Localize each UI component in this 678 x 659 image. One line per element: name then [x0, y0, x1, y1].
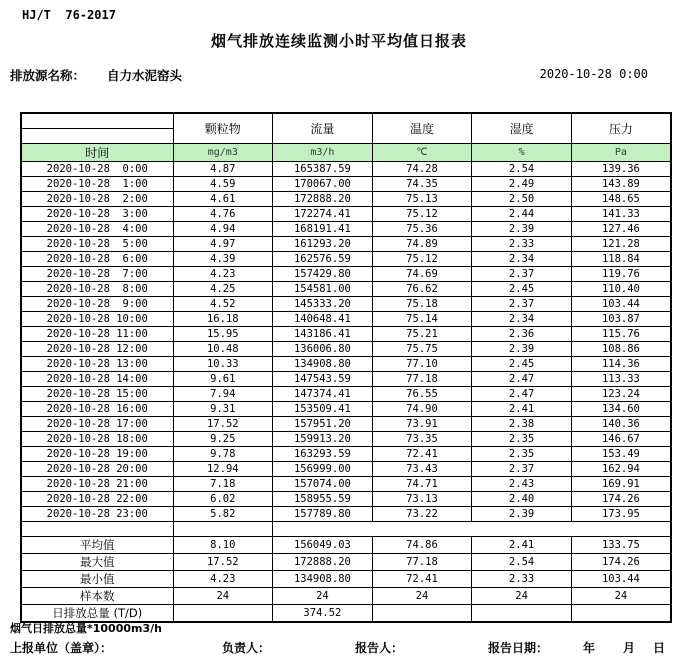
table-row — [21, 492, 671, 507]
cell-value: 12.94 — [173, 462, 273, 477]
table-row — [21, 432, 671, 447]
day-label: 日 — [653, 641, 666, 655]
cell-value: 75.12 — [372, 207, 472, 222]
unit-flow: m3/h — [273, 144, 373, 162]
unit-particulate: mg/m3 — [173, 144, 273, 162]
cell-value: 159913.20 — [273, 432, 373, 447]
cell-value: 2.33 — [472, 571, 572, 588]
emission-total-note: 烟气日排放总量*10000m3/h — [10, 622, 162, 635]
row-label: 2020-10-28 3:00 — [21, 207, 173, 222]
column-header-particulate: 颗粒物 — [173, 113, 273, 144]
cell-value: 145333.20 — [273, 297, 373, 312]
cell-value: 2.47 — [472, 387, 572, 402]
cell-value: 73.91 — [372, 417, 472, 432]
emission-source-row — [10, 66, 182, 84]
table-row — [21, 372, 671, 387]
cell-value: 147543.59 — [273, 372, 373, 387]
cell-value: 172888.20 — [273, 192, 373, 207]
cell-value: 72.41 — [372, 571, 472, 588]
cell-value: 153509.41 — [273, 402, 373, 417]
emission-source-value: 自力水泥窑头 — [107, 68, 183, 83]
cell-value: 74.90 — [372, 402, 472, 417]
table-row — [21, 237, 671, 252]
cell-value: 73.13 — [372, 492, 472, 507]
table-row — [21, 357, 671, 372]
row-label: 2020-10-28 0:00 — [21, 162, 173, 177]
row-label: 2020-10-28 19:00 — [21, 447, 173, 462]
column-header-flow: 流量 — [273, 113, 373, 144]
cell-value: 74.89 — [372, 237, 472, 252]
table-row — [21, 222, 671, 237]
table-row — [21, 447, 671, 462]
row-label: 最小值 — [21, 571, 173, 588]
cell-value: 74.28 — [372, 162, 472, 177]
row-label: 样本数 — [21, 588, 173, 605]
cell-value: 75.14 — [372, 312, 472, 327]
cell-value: 5.82 — [173, 507, 273, 522]
cell-value: 113.33 — [571, 372, 671, 387]
cell-value: 73.43 — [372, 462, 472, 477]
cell-value: 2.44 — [472, 207, 572, 222]
row-label: 2020-10-28 21:00 — [21, 477, 173, 492]
cell-value: 2.34 — [472, 312, 572, 327]
cell-value: 4.87 — [173, 162, 273, 177]
cell-value: 9.31 — [173, 402, 273, 417]
cell-value: 4.61 — [173, 192, 273, 207]
cell-value: 24 — [273, 588, 373, 605]
cell-value: 119.76 — [571, 267, 671, 282]
cell-value: 127.46 — [571, 222, 671, 237]
cell-value: 2.37 — [472, 462, 572, 477]
cell-value: 162.94 — [571, 462, 671, 477]
header-blank-cell — [21, 129, 173, 144]
column-header-temperature: 温度 — [372, 113, 472, 144]
cell-value: 158955.59 — [273, 492, 373, 507]
cell-value: 170067.00 — [273, 177, 373, 192]
row-label: 平均值 — [21, 537, 173, 554]
cell-value: 75.75 — [372, 342, 472, 357]
cell-value: 4.94 — [173, 222, 273, 237]
cell-value: 76.55 — [372, 387, 472, 402]
summary-body — [21, 537, 671, 623]
cell-value: 139.36 — [571, 162, 671, 177]
column-header-humidity: 湿度 — [472, 113, 572, 144]
report-datetime: 2020-10-28 0:00 — [539, 67, 648, 81]
cell-value: 2.41 — [472, 537, 572, 554]
cell-value: 10.33 — [173, 357, 273, 372]
cell-value: 103.44 — [571, 571, 671, 588]
cell-value: 2.39 — [472, 222, 572, 237]
cell-value: 118.84 — [571, 252, 671, 267]
cell-value: 77.10 — [372, 357, 472, 372]
cell-value: 157789.80 — [273, 507, 373, 522]
cell-value: 4.39 — [173, 252, 273, 267]
cell-value: 154581.00 — [273, 282, 373, 297]
cell-value: 174.26 — [571, 492, 671, 507]
cell-value: 77.18 — [372, 372, 472, 387]
cell-value: 24 — [372, 588, 472, 605]
year-label: 年 — [583, 641, 596, 655]
cell-value: 74.71 — [372, 477, 472, 492]
cell-value: 2.35 — [472, 447, 572, 462]
cell-value: 7.18 — [173, 477, 273, 492]
row-label: 2020-10-28 22:00 — [21, 492, 173, 507]
table-row — [21, 252, 671, 267]
table-row — [21, 387, 671, 402]
row-label: 最大值 — [21, 554, 173, 571]
cell-value: 146.67 — [571, 432, 671, 447]
reporter-label: 报告人： — [355, 641, 404, 655]
cell-value: 7.94 — [173, 387, 273, 402]
cell-value: 143.89 — [571, 177, 671, 192]
table-row — [21, 571, 671, 588]
row-label: 2020-10-28 9:00 — [21, 297, 173, 312]
cell-value: 156049.03 — [273, 537, 373, 554]
cell-value: 156999.00 — [273, 462, 373, 477]
table-row — [21, 477, 671, 492]
column-header-pressure: 压力 — [571, 113, 671, 144]
table-row — [21, 192, 671, 207]
report-date-label: 报告日期： — [488, 641, 549, 655]
cell-value: 74.69 — [372, 267, 472, 282]
cell-value: 157951.20 — [273, 417, 373, 432]
cell-value: 2.54 — [472, 554, 572, 571]
cell-value — [372, 605, 472, 623]
table-row — [21, 177, 671, 192]
cell-value: 76.62 — [372, 282, 472, 297]
cell-value: 4.59 — [173, 177, 273, 192]
cell-value: 4.97 — [173, 237, 273, 252]
table-row — [21, 327, 671, 342]
table-row — [21, 402, 671, 417]
cell-value: 75.21 — [372, 327, 472, 342]
spacer-cell — [21, 522, 173, 537]
row-label: 2020-10-28 1:00 — [21, 177, 173, 192]
table-row — [21, 207, 671, 222]
cell-value: 162576.59 — [273, 252, 373, 267]
cell-value: 148.65 — [571, 192, 671, 207]
cell-value: 72.41 — [372, 447, 472, 462]
cell-value: 134908.80 — [273, 357, 373, 372]
month-label: 月 — [623, 641, 636, 655]
table-row — [21, 297, 671, 312]
table-row — [21, 507, 671, 522]
cell-value: 147374.41 — [273, 387, 373, 402]
cell-value: 75.18 — [372, 297, 472, 312]
cell-value: 2.39 — [472, 342, 572, 357]
cell-value: 4.23 — [173, 571, 273, 588]
cell-value: 75.12 — [372, 252, 472, 267]
table-row — [21, 282, 671, 297]
cell-value: 140648.41 — [273, 312, 373, 327]
report-unit-label: 上报单位（盖章）： — [10, 641, 113, 655]
cell-value — [173, 605, 273, 623]
cell-value: 374.52 — [273, 605, 373, 623]
row-label: 2020-10-28 6:00 — [21, 252, 173, 267]
cell-value: 75.36 — [372, 222, 472, 237]
time-column-label: 时间 — [21, 144, 173, 162]
doc-code: HJ/T 76-2017 — [22, 8, 116, 22]
manager-label: 负责人： — [222, 641, 271, 655]
cell-value: 157074.00 — [273, 477, 373, 492]
cell-value: 24 — [173, 588, 273, 605]
cell-value: 2.39 — [472, 507, 572, 522]
cell-value: 141.33 — [571, 207, 671, 222]
cell-value: 4.25 — [173, 282, 273, 297]
cell-value: 143186.41 — [273, 327, 373, 342]
row-label: 2020-10-28 11:00 — [21, 327, 173, 342]
cell-value: 140.36 — [571, 417, 671, 432]
header-row-top — [21, 113, 671, 129]
row-label: 2020-10-28 5:00 — [21, 237, 173, 252]
unit-temperature: ℃ — [372, 144, 472, 162]
emission-source-label: 排放源名称： — [10, 68, 86, 83]
cell-value: 2.47 — [472, 372, 572, 387]
cell-value: 24 — [571, 588, 671, 605]
cell-value: 75.13 — [372, 192, 472, 207]
cell-value: 2.45 — [472, 357, 572, 372]
unit-humidity: % — [472, 144, 572, 162]
cell-value: 123.24 — [571, 387, 671, 402]
row-label: 2020-10-28 20:00 — [21, 462, 173, 477]
row-label: 2020-10-28 16:00 — [21, 402, 173, 417]
cell-value: 2.33 — [472, 237, 572, 252]
cell-value: 4.76 — [173, 207, 273, 222]
row-label: 2020-10-28 23:00 — [21, 507, 173, 522]
row-label: 2020-10-28 15:00 — [21, 387, 173, 402]
cell-value: 134908.80 — [273, 571, 373, 588]
cell-value: 2.37 — [472, 267, 572, 282]
report-table — [20, 112, 672, 623]
cell-value: 172274.41 — [273, 207, 373, 222]
cell-value: 173.95 — [571, 507, 671, 522]
row-label: 2020-10-28 13:00 — [21, 357, 173, 372]
cell-value: 2.41 — [472, 402, 572, 417]
cell-value: 174.26 — [571, 554, 671, 571]
cell-value: 161293.20 — [273, 237, 373, 252]
row-label: 2020-10-28 12:00 — [21, 342, 173, 357]
row-label: 2020-10-28 8:00 — [21, 282, 173, 297]
cell-value: 15.95 — [173, 327, 273, 342]
cell-value: 2.34 — [472, 252, 572, 267]
cell-value: 73.22 — [372, 507, 472, 522]
cell-value: 2.38 — [472, 417, 572, 432]
cell-value: 2.40 — [472, 492, 572, 507]
cell-value: 9.61 — [173, 372, 273, 387]
cell-value: 73.35 — [372, 432, 472, 447]
row-label: 日排放总量 (T/D) — [21, 605, 173, 623]
cell-value: 121.28 — [571, 237, 671, 252]
cell-value: 153.49 — [571, 447, 671, 462]
spacer-cell-merged — [273, 522, 671, 537]
spacer-body — [21, 522, 671, 537]
cell-value: 2.45 — [472, 282, 572, 297]
spacer-cell — [173, 522, 273, 537]
cell-value: 77.18 — [372, 554, 472, 571]
cell-value: 17.52 — [173, 554, 273, 571]
cell-value: 172888.20 — [273, 554, 373, 571]
hourly-data-body — [21, 162, 671, 522]
cell-value: 157429.80 — [273, 267, 373, 282]
page-title: 烟气排放连续监测小时平均值日报表 — [210, 32, 467, 50]
cell-value: 4.52 — [173, 297, 273, 312]
cell-value: 74.86 — [372, 537, 472, 554]
cell-value: 163293.59 — [273, 447, 373, 462]
row-label: 2020-10-28 7:00 — [21, 267, 173, 282]
cell-value: 165387.59 — [273, 162, 373, 177]
row-label: 2020-10-28 10:00 — [21, 312, 173, 327]
spacer-row — [21, 522, 671, 537]
cell-value: 133.75 — [571, 537, 671, 554]
cell-value: 168191.41 — [273, 222, 373, 237]
table-row — [21, 342, 671, 357]
cell-value: 2.54 — [472, 162, 572, 177]
cell-value: 136006.80 — [273, 342, 373, 357]
cell-value: 114.36 — [571, 357, 671, 372]
row-label: 2020-10-28 2:00 — [21, 192, 173, 207]
cell-value: 103.44 — [571, 297, 671, 312]
cell-value: 24 — [472, 588, 572, 605]
table-row — [21, 417, 671, 432]
cell-value: 10.48 — [173, 342, 273, 357]
cell-value: 4.23 — [173, 267, 273, 282]
table-row — [21, 554, 671, 571]
unit-pressure: Pa — [571, 144, 671, 162]
table-row — [21, 312, 671, 327]
table-row — [21, 588, 671, 605]
cell-value: 6.02 — [173, 492, 273, 507]
cell-value — [571, 605, 671, 623]
cell-value: 8.10 — [173, 537, 273, 554]
table-row — [21, 462, 671, 477]
cell-value: 9.78 — [173, 447, 273, 462]
cell-value: 134.60 — [571, 402, 671, 417]
cell-value: 9.25 — [173, 432, 273, 447]
cell-value: 74.35 — [372, 177, 472, 192]
cell-value: 115.76 — [571, 327, 671, 342]
cell-value — [472, 605, 572, 623]
header-blank-cell — [21, 113, 173, 129]
cell-value: 169.91 — [571, 477, 671, 492]
row-label: 2020-10-28 4:00 — [21, 222, 173, 237]
cell-value: 108.86 — [571, 342, 671, 357]
cell-value: 16.18 — [173, 312, 273, 327]
cell-value: 2.50 — [472, 192, 572, 207]
table-row — [21, 267, 671, 282]
cell-value: 17.52 — [173, 417, 273, 432]
table-row — [21, 537, 671, 554]
cell-value: 2.49 — [472, 177, 572, 192]
row-label: 2020-10-28 18:00 — [21, 432, 173, 447]
cell-value: 2.43 — [472, 477, 572, 492]
row-label: 2020-10-28 17:00 — [21, 417, 173, 432]
table-row — [21, 162, 671, 177]
cell-value: 103.87 — [571, 312, 671, 327]
row-label: 2020-10-28 14:00 — [21, 372, 173, 387]
cell-value: 2.36 — [472, 327, 572, 342]
cell-value: 2.37 — [472, 297, 572, 312]
cell-value: 110.40 — [571, 282, 671, 297]
units-row — [21, 144, 671, 162]
cell-value: 2.35 — [472, 432, 572, 447]
